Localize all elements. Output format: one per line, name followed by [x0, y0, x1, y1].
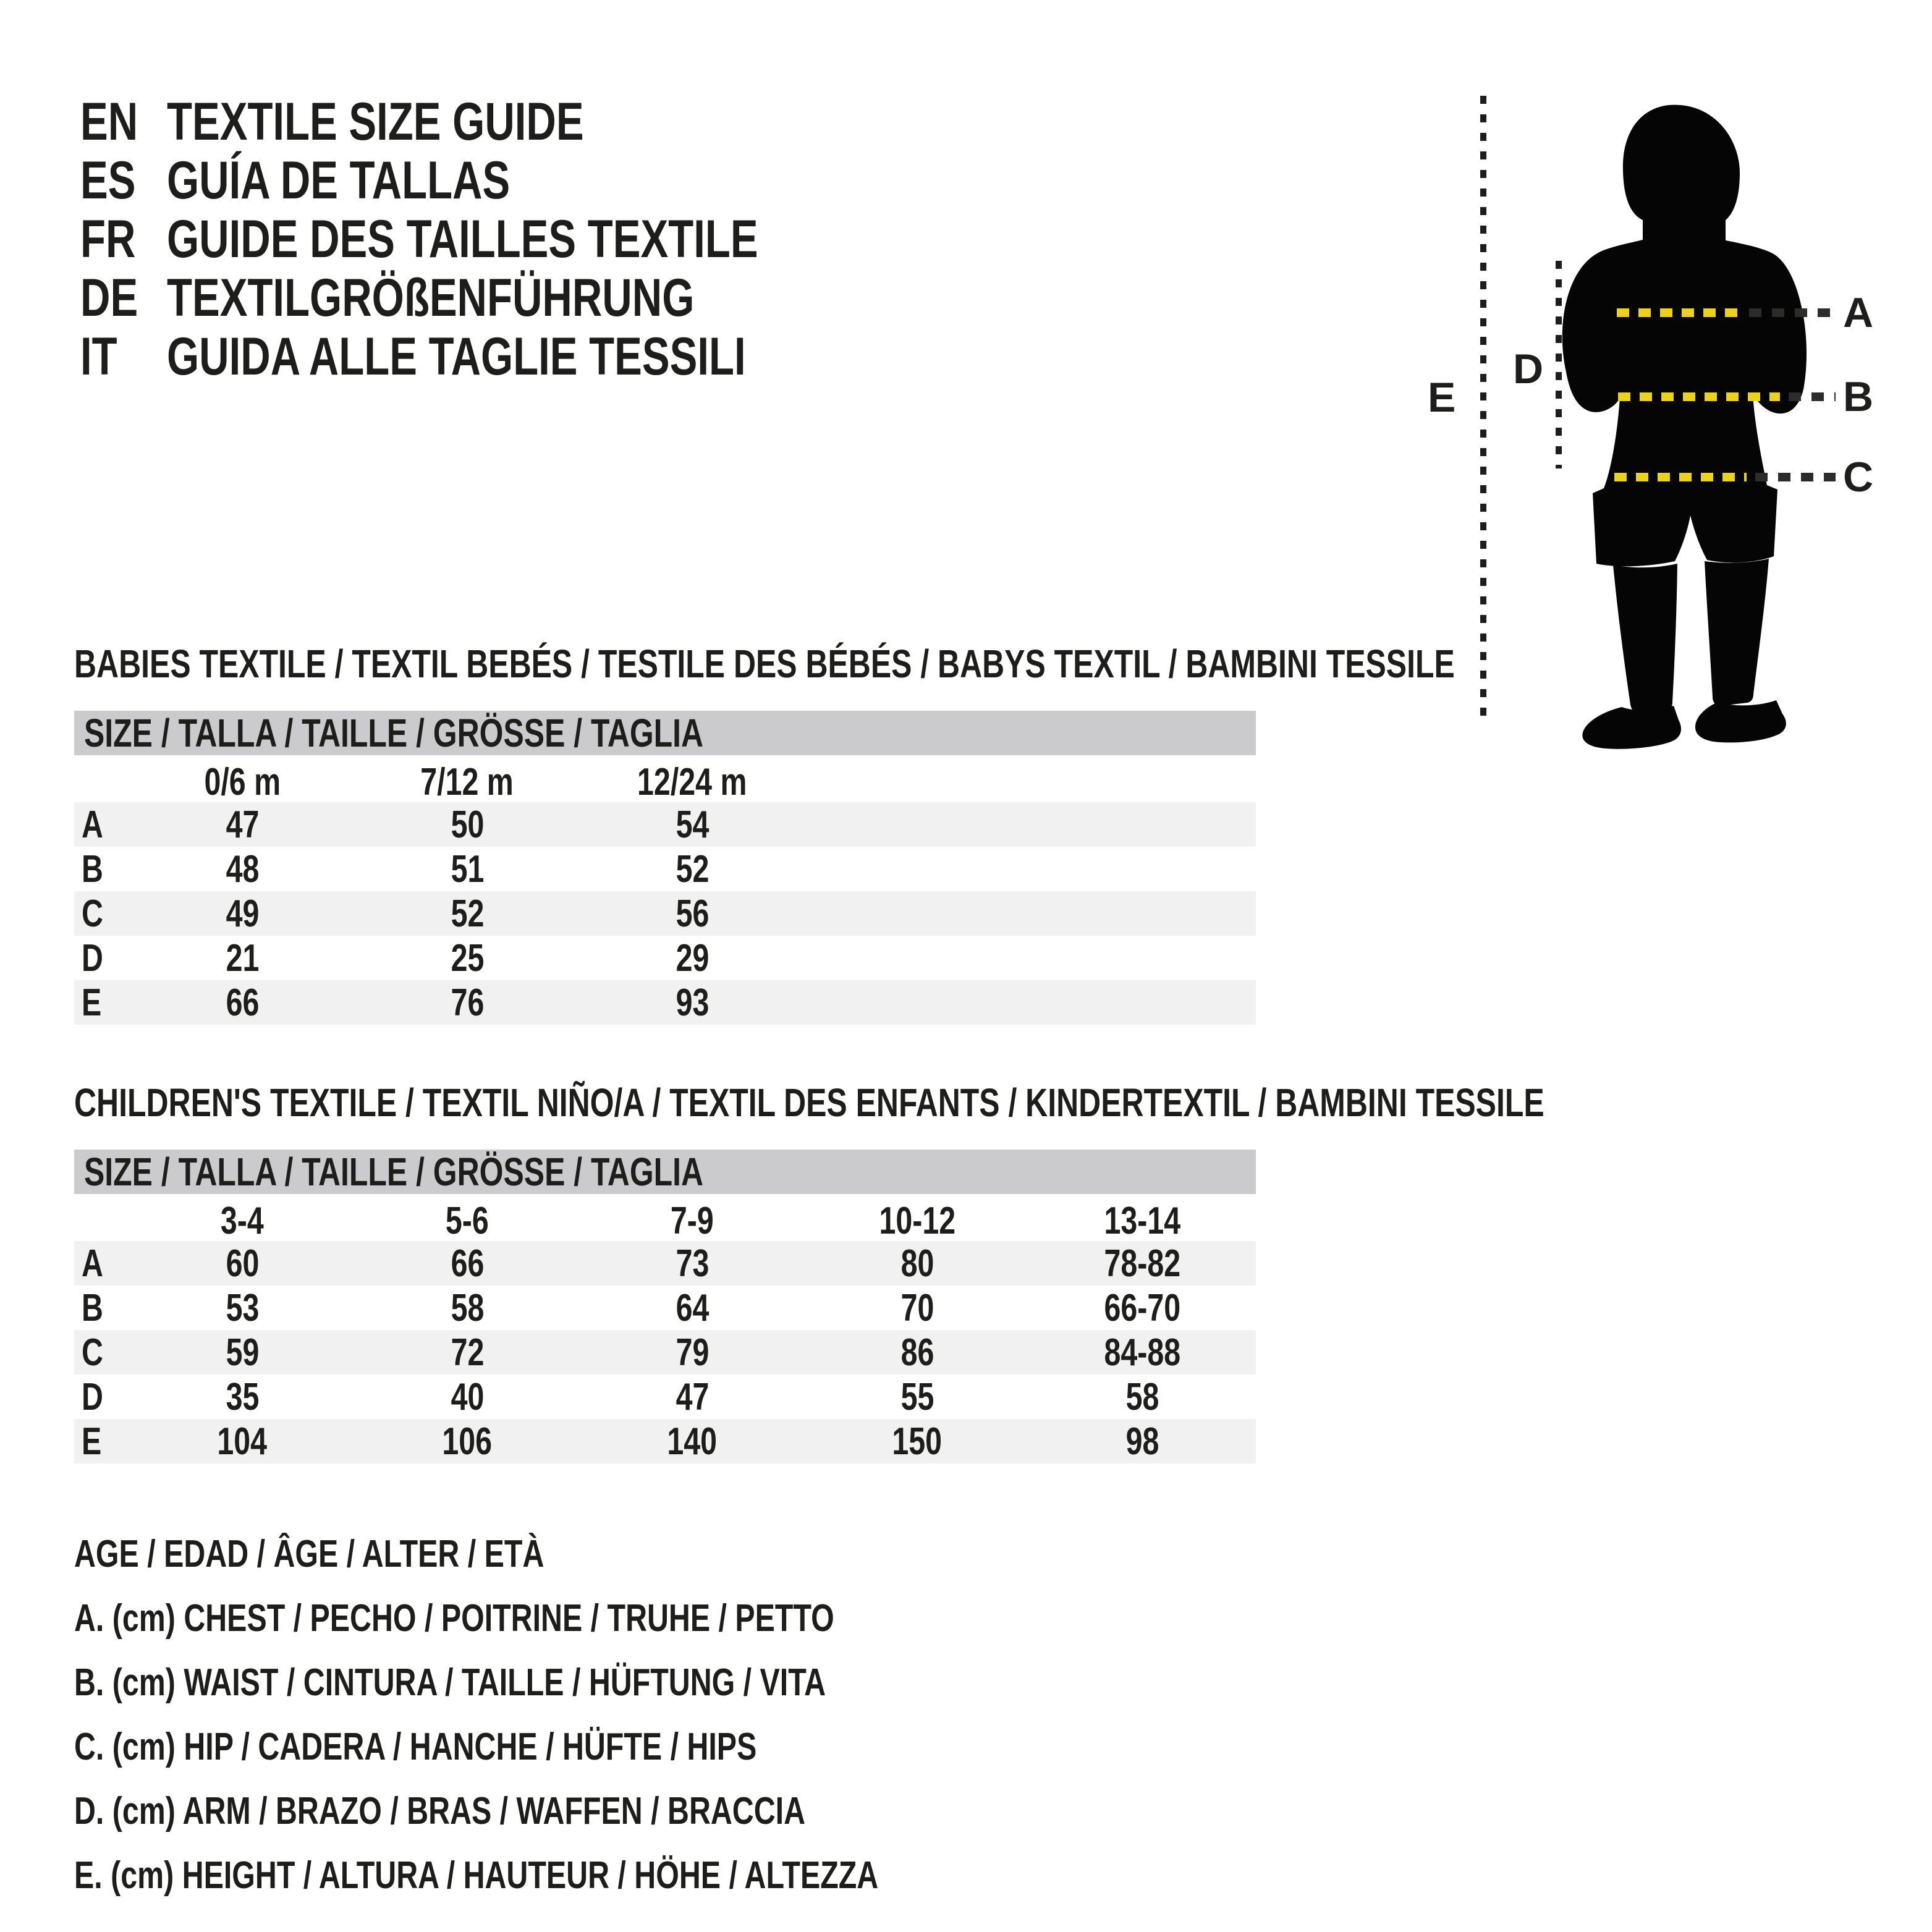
table-row-a	[74, 1241, 1256, 1286]
legend-line-chest	[74, 1586, 1105, 1650]
guide-title: TEXTILE SIZE GUIDE	[167, 92, 584, 151]
legend-line-waist	[74, 1650, 1105, 1714]
table-row-a	[74, 802, 1256, 847]
size-header-text: SIZE / TALLA / TAILLE / GRÖSSE / TAGLIA	[84, 1150, 704, 1194]
column-header	[130, 1199, 355, 1243]
cell-value: 56	[676, 892, 709, 935]
column-header-text: 5-6	[446, 1200, 489, 1242]
table-cell	[580, 1242, 805, 1286]
column-header	[1030, 1199, 1255, 1243]
table-cell	[130, 1286, 355, 1330]
children-section-heading	[74, 1078, 1932, 1127]
table-cell	[130, 1420, 355, 1464]
table-cell	[130, 847, 355, 891]
column-header-text: 0/6 m	[204, 761, 281, 803]
cell-value: 50	[451, 803, 484, 846]
language-code	[80, 326, 167, 388]
row-label-text: A	[82, 803, 103, 846]
cell-value: 80	[900, 1242, 934, 1285]
table-cell	[130, 803, 355, 847]
row-label	[74, 1375, 130, 1419]
cell-value: 58	[451, 1286, 484, 1329]
column-header-text: 7-9	[671, 1200, 714, 1242]
babies-size-table	[74, 711, 1256, 1025]
column-header	[805, 1199, 1030, 1243]
table-row-c	[74, 1330, 1256, 1375]
cell-value: 47	[226, 803, 259, 846]
table-row-e	[74, 1419, 1256, 1464]
children-section-heading-text: CHILDREN'S TEXTILE / TEXTIL NIÑO/A / TEXTIL DES ENFANTS / KINDERTEXTIL / BAMBINI TESSILE	[74, 1080, 1544, 1125]
table-cell	[355, 803, 580, 847]
row-label-text: C	[82, 1331, 103, 1374]
legend-text: C. (cm) HIP / CADERA / HANCHE / HÜFTE / HIPS	[74, 1725, 757, 1768]
table-cell	[580, 892, 805, 936]
table-row-d	[74, 936, 1256, 980]
table-row-b	[74, 1286, 1256, 1330]
row-label-text: E	[82, 1420, 102, 1463]
measure-label-e: E	[1428, 374, 1456, 421]
row-label	[74, 1420, 130, 1464]
legend-text: E. (cm) HEIGHT / ALTURA / HAUTEUR / HÖHE / ALTEZZA	[74, 1854, 879, 1897]
silhouette-body	[1562, 105, 1807, 567]
row-label	[74, 981, 130, 1025]
cell-value: 66-70	[1104, 1286, 1180, 1329]
table-cell	[355, 981, 580, 1025]
table-cell	[805, 1375, 1030, 1419]
column-header-text: 13-14	[1104, 1200, 1180, 1242]
cell-value: 66	[226, 981, 259, 1024]
measure-label-b: B	[1843, 373, 1874, 420]
legend-text: D. (cm) ARM / BRAZO / BRAS / WAFFEN / BRACCIA	[74, 1789, 806, 1832]
table-cell	[130, 936, 355, 980]
table-cell	[580, 1375, 805, 1419]
table-cell	[355, 1242, 580, 1286]
cell-value: 106	[442, 1420, 493, 1463]
babies-column-header-row	[74, 760, 1256, 802]
column-header-text: 10-12	[879, 1200, 955, 1242]
cell-value: 55	[900, 1375, 934, 1418]
legend-line-age	[74, 1522, 1105, 1586]
language-row-es	[80, 151, 925, 210]
table-cell	[580, 1420, 805, 1464]
table-cell	[805, 1286, 1030, 1330]
cell-value: 53	[226, 1286, 259, 1329]
legend-line-arm	[74, 1779, 1105, 1843]
table-cell	[130, 1242, 355, 1286]
table-cell	[580, 936, 805, 980]
table-cell	[580, 847, 805, 891]
measure-label-a: A	[1843, 289, 1874, 336]
cell-value: 93	[676, 981, 709, 1024]
measure-label-c: C	[1843, 454, 1874, 501]
table-cell	[805, 1420, 1030, 1464]
cell-value: 21	[226, 936, 259, 980]
table-cell	[355, 1331, 580, 1375]
table-cell	[1030, 1286, 1255, 1330]
cell-value: 150	[892, 1420, 943, 1463]
children-column-header-row	[74, 1199, 1256, 1241]
language-row-de	[80, 269, 925, 328]
table-cell	[355, 936, 580, 980]
cell-value: 66	[451, 1242, 484, 1285]
cell-value: 51	[451, 847, 484, 891]
silhouette-right-shoe	[1695, 700, 1786, 742]
cell-value: 58	[1125, 1375, 1159, 1418]
table-row-e	[74, 980, 1256, 1025]
table-row-c	[74, 891, 1256, 936]
cell-value: 40	[451, 1375, 484, 1418]
table-row-d	[74, 1375, 1256, 1419]
row-label	[74, 892, 130, 936]
table-cell	[130, 892, 355, 936]
cell-value: 54	[676, 803, 709, 846]
cell-value: 52	[676, 847, 709, 891]
column-header	[130, 760, 355, 804]
row-label	[74, 1286, 130, 1330]
guide-title: GUIDA ALLE TAGLIE TESSILI	[167, 327, 746, 386]
row-label	[74, 1242, 130, 1286]
table-cell	[580, 803, 805, 847]
column-header	[355, 760, 580, 804]
language-row-en	[80, 93, 925, 151]
table-cell	[1030, 1420, 1255, 1464]
table-cell	[1030, 1375, 1255, 1419]
guide-title: GUIDE DES TAILLES TEXTILE	[167, 210, 758, 269]
cell-value: 140	[667, 1420, 718, 1463]
language-row-fr	[80, 210, 925, 269]
babies-section-heading-text: BABIES TEXTILE / TEXTIL BEBÉS / TESTILE DES BÉBÉS / BABYS TEXTIL / BAMBINI TESSILE	[74, 642, 1455, 686]
cell-value: 35	[226, 1375, 259, 1418]
language-title-block	[80, 93, 925, 386]
table-cell	[130, 1331, 355, 1375]
language-code	[80, 150, 167, 211]
guide-title: TEXTILGRÖßENFÜHRUNG	[167, 268, 695, 328]
table-cell	[130, 981, 355, 1025]
row-label-text: D	[82, 1375, 103, 1418]
column-header-text: 7/12 m	[420, 761, 514, 803]
table-cell	[1030, 1331, 1255, 1375]
measurement-legend	[74, 1522, 1105, 1907]
legend-line-height	[74, 1843, 1105, 1907]
children-size-header-bar	[74, 1150, 1256, 1194]
cell-value: 52	[451, 892, 484, 935]
table-cell	[355, 1420, 580, 1464]
column-header	[580, 760, 805, 804]
cell-value: 98	[1125, 1420, 1159, 1463]
legend-text: B. (cm) WAIST / CINTURA / TAILLE / HÜFTUNG / VITA	[74, 1661, 826, 1704]
table-cell	[355, 847, 580, 891]
cell-value: 72	[451, 1331, 484, 1374]
row-label	[74, 847, 130, 891]
row-label	[74, 803, 130, 847]
language-code-text: IT	[80, 327, 117, 386]
measure-label-d: D	[1513, 345, 1544, 392]
cell-value: 104	[217, 1420, 268, 1463]
cell-value: 47	[676, 1375, 709, 1418]
language-code-text: DE	[80, 268, 138, 328]
table-cell	[805, 1331, 1030, 1375]
children-size-table	[74, 1150, 1256, 1464]
guide-title: GUÍA DE TALLAS	[167, 151, 511, 210]
silhouette-left-shoe	[1582, 706, 1681, 749]
cell-value: 70	[900, 1286, 934, 1329]
table-cell	[130, 1375, 355, 1419]
cell-value: 60	[226, 1242, 259, 1285]
language-code-text: ES	[80, 151, 136, 210]
language-code	[80, 91, 167, 153]
row-label	[74, 936, 130, 980]
cell-value: 76	[451, 981, 484, 1024]
cell-value: 78-82	[1104, 1242, 1180, 1285]
cell-value: 73	[676, 1242, 709, 1285]
cell-value: 48	[226, 847, 259, 891]
language-code	[80, 268, 167, 329]
table-cell	[355, 1375, 580, 1419]
table-cell	[355, 892, 580, 936]
row-label-text: B	[82, 1286, 103, 1329]
row-label-text: C	[82, 892, 103, 935]
legend-line-hip	[74, 1714, 1105, 1779]
column-header-text: 3-4	[221, 1200, 264, 1242]
cell-value: 59	[226, 1331, 259, 1374]
row-label-text: E	[82, 981, 102, 1024]
row-label-text: D	[82, 936, 103, 980]
column-header	[355, 1199, 580, 1243]
size-header-text: SIZE / TALLA / TAILLE / GRÖSSE / TAGLIA	[84, 711, 704, 755]
column-header-text: 12/24 m	[637, 761, 747, 803]
table-cell	[805, 1242, 1030, 1286]
language-code-text: EN	[80, 92, 138, 151]
table-cell	[580, 1331, 805, 1375]
legend-text: AGE / EDAD / ÂGE / ALTER / ETÀ	[74, 1532, 544, 1575]
table-cell	[355, 1286, 580, 1330]
language-row-it	[80, 328, 925, 386]
cell-value: 29	[676, 936, 709, 980]
table-cell	[580, 1286, 805, 1330]
babies-size-header-bar	[74, 711, 1256, 755]
cell-value: 86	[900, 1331, 934, 1374]
babies-section-heading	[74, 639, 1844, 688]
column-header	[580, 1199, 805, 1243]
cell-value: 25	[451, 936, 484, 980]
language-code-text: FR	[80, 210, 136, 269]
row-label	[74, 1331, 130, 1375]
table-row-b	[74, 847, 1256, 891]
cell-value: 79	[676, 1331, 709, 1374]
cell-value: 49	[226, 892, 259, 935]
legend-text: A. (cm) CHEST / PECHO / POITRINE / TRUHE / PETTO	[74, 1596, 834, 1640]
row-label-text: A	[82, 1242, 103, 1285]
table-cell	[580, 981, 805, 1025]
cell-value: 84-88	[1104, 1331, 1180, 1374]
language-code	[80, 209, 167, 270]
cell-value: 64	[676, 1286, 709, 1329]
row-label-text: B	[82, 847, 103, 891]
table-cell	[1030, 1242, 1255, 1286]
